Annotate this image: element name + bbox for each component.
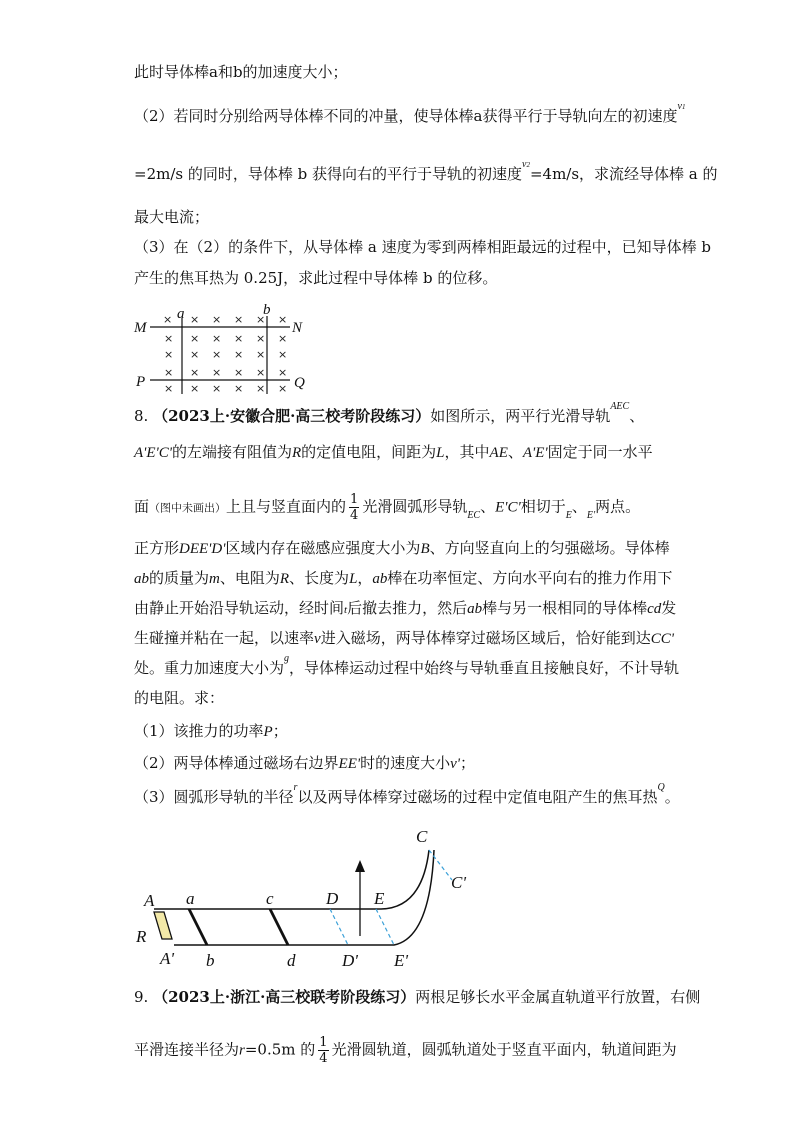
field-cross: × [164,366,174,379]
field-cross: × [190,332,200,345]
field-cross: × [256,348,266,361]
fig2-label-E: E [374,889,385,908]
prev-line-1: 此时导体棒a和b的加速度大小； [134,63,348,81]
prev-q3-line-2: 产生的焦耳热为 0.25J，求此过程中导体棒 b 的位移。 [134,269,498,287]
field-cross: × [190,366,200,379]
fig2-label-d: d [287,951,296,970]
field-cross: × [212,366,222,379]
figure-curved-rails [130,820,480,975]
problem8-line-9: 的电阻。求： [134,689,225,707]
field-cross: × [190,382,200,395]
boundary-DD [330,909,348,945]
fig2-label-A: A [144,891,155,910]
quarter-fraction: $\frac{1}{4}$ [350,492,359,523]
problem8-line-2: A'E'C'的左端接有阻值为R的定值电阻，间距为L，其中AE、A'E'固定于同一水平 [134,443,653,461]
label-b: b [263,302,271,318]
field-cross: × [212,313,222,326]
fig2-label-E-prime: E' [394,951,409,970]
fig2-label-C: C [416,827,428,846]
fig2-label-C-prime: C' [451,873,466,892]
field-cross: × [278,382,288,395]
problem8-line-8: 处。重力加速度大小为$^g$，导体棒运动过程中始终与导轨垂直且接触良好，不计导轨 [134,653,680,677]
field-cross: × [256,382,266,395]
rod-cd [270,909,288,945]
field-cross: × [278,313,288,326]
fig2-label-D: D [326,889,339,908]
problem8-line-5: ab的质量为m、电阻为R、长度为L，ab棒在功率恒定、方向水平向右的推力作用下 [134,569,673,587]
quarter-fraction-2: $\frac{1}{4}$ [319,1035,328,1066]
problem8-q2: （2）两导体棒通过磁场右边界EE'时的速度大小v'； [134,754,475,772]
problem8-line-3: 面（图中未画出）上且与竖直面内的 $\frac{1}{4}$ 光滑圆弧形导轨$_{EC}$、E'C'相切于$_E$、$_{E'}$两点。 [134,492,641,523]
field-cross: × [278,348,288,361]
prev-q3-line-1: （3）在（2）的条件下，从导体棒 a 速度为零到两棒相距最远的过程中，已知导体棒 b [134,238,711,256]
field-cross: × [164,348,174,361]
field-cross: × [190,348,200,361]
problem8-line-7: 生碰撞并粘在一起，以速率v进入磁场，两导体棒穿过磁场区域后，恰好能到达CC' [134,629,674,647]
problem8-line-1: 8. （2023上·安徽合肥·高三校考阶段练习）如图所示，两平行光滑导轨$^{AEC}$、 [134,401,645,425]
fig2-label-a: a [186,889,195,908]
fig2-label-D-prime: D' [342,951,358,970]
field-cross: × [163,313,173,326]
field-cross: × [278,366,288,379]
field-cross: × [212,332,222,345]
problem8-q1: （1）该推力的功率P； [134,722,288,740]
v2-symbol: v2 [522,159,530,170]
prev-q2-line-1: （2）若同时分别给两导体棒不同的冲量，使导体棒a获得平行于导轨向左的初速度$^{v1}$ [134,101,686,125]
fig2-label-c: c [266,889,274,908]
problem8-q3: （3）圆弧形导轨的半径$^r$以及两导体棒穿过磁场的过程中定值电阻产生的焦耳热$^Q$。 [134,782,680,806]
label-M: M [134,320,147,336]
field-cross: × [278,332,288,345]
field-cross: × [212,382,222,395]
label-a: a [177,306,185,322]
problem9-line-2: 平滑连接半径为r=0.5m 的 $\frac{1}{4}$ 光滑圆轨道，圆弧轨道处于竖直平面内，轨道间距为 [134,1035,677,1066]
field-cross: × [234,313,244,326]
rail-A2E2C2 [174,850,434,945]
label-P: P [136,374,146,390]
boundary-EE [376,909,394,945]
field-cross: × [256,313,266,326]
field-cross: × [234,382,244,395]
label-Q: Q [294,375,305,391]
problem9-line-1: 9. （2023上·浙江·高三校联考阶段练习）两根足够长水平金属直轨道平行放置，右侧 [134,988,701,1006]
v1-symbol: v1 [677,101,686,112]
field-cross: × [212,348,222,361]
field-cross: × [256,332,266,345]
field-arrow-head [355,860,365,872]
field-cross: × [234,348,244,361]
field-cross: × [234,366,244,379]
resistor-R [154,912,172,939]
rail-AEC [154,850,429,909]
fig2-label-b: b [206,951,215,970]
label-N: N [292,320,303,336]
field-cross: × [234,332,244,345]
rod-ab [189,909,207,945]
field-cross: × [190,313,200,326]
fig2-label-R: R [136,927,147,946]
figure-rails-field [130,300,320,400]
fig2-label-A-prime: A' [160,949,175,968]
field-cross: × [164,332,174,345]
problem8-line-6: 由静止开始沿导轨运动，经时间t后撤去推力，然后ab棒与另一根相同的导体棒cd发 [134,599,677,617]
prev-q2-line-3: 最大电流； [134,208,210,226]
field-cross: × [164,382,174,395]
problem8-line-4: 正方形DEE'D'区域内存在磁感应强度大小为B、方向竖直向上的匀强磁场。导体棒 [134,539,670,557]
prev-q2-line-2: =2m/s 的同时，导体棒 b 获得向右的平行于导轨的初速度$^{v2}$=4m/s，求流经导体棒 a 的 [134,159,718,183]
field-cross: × [256,366,266,379]
